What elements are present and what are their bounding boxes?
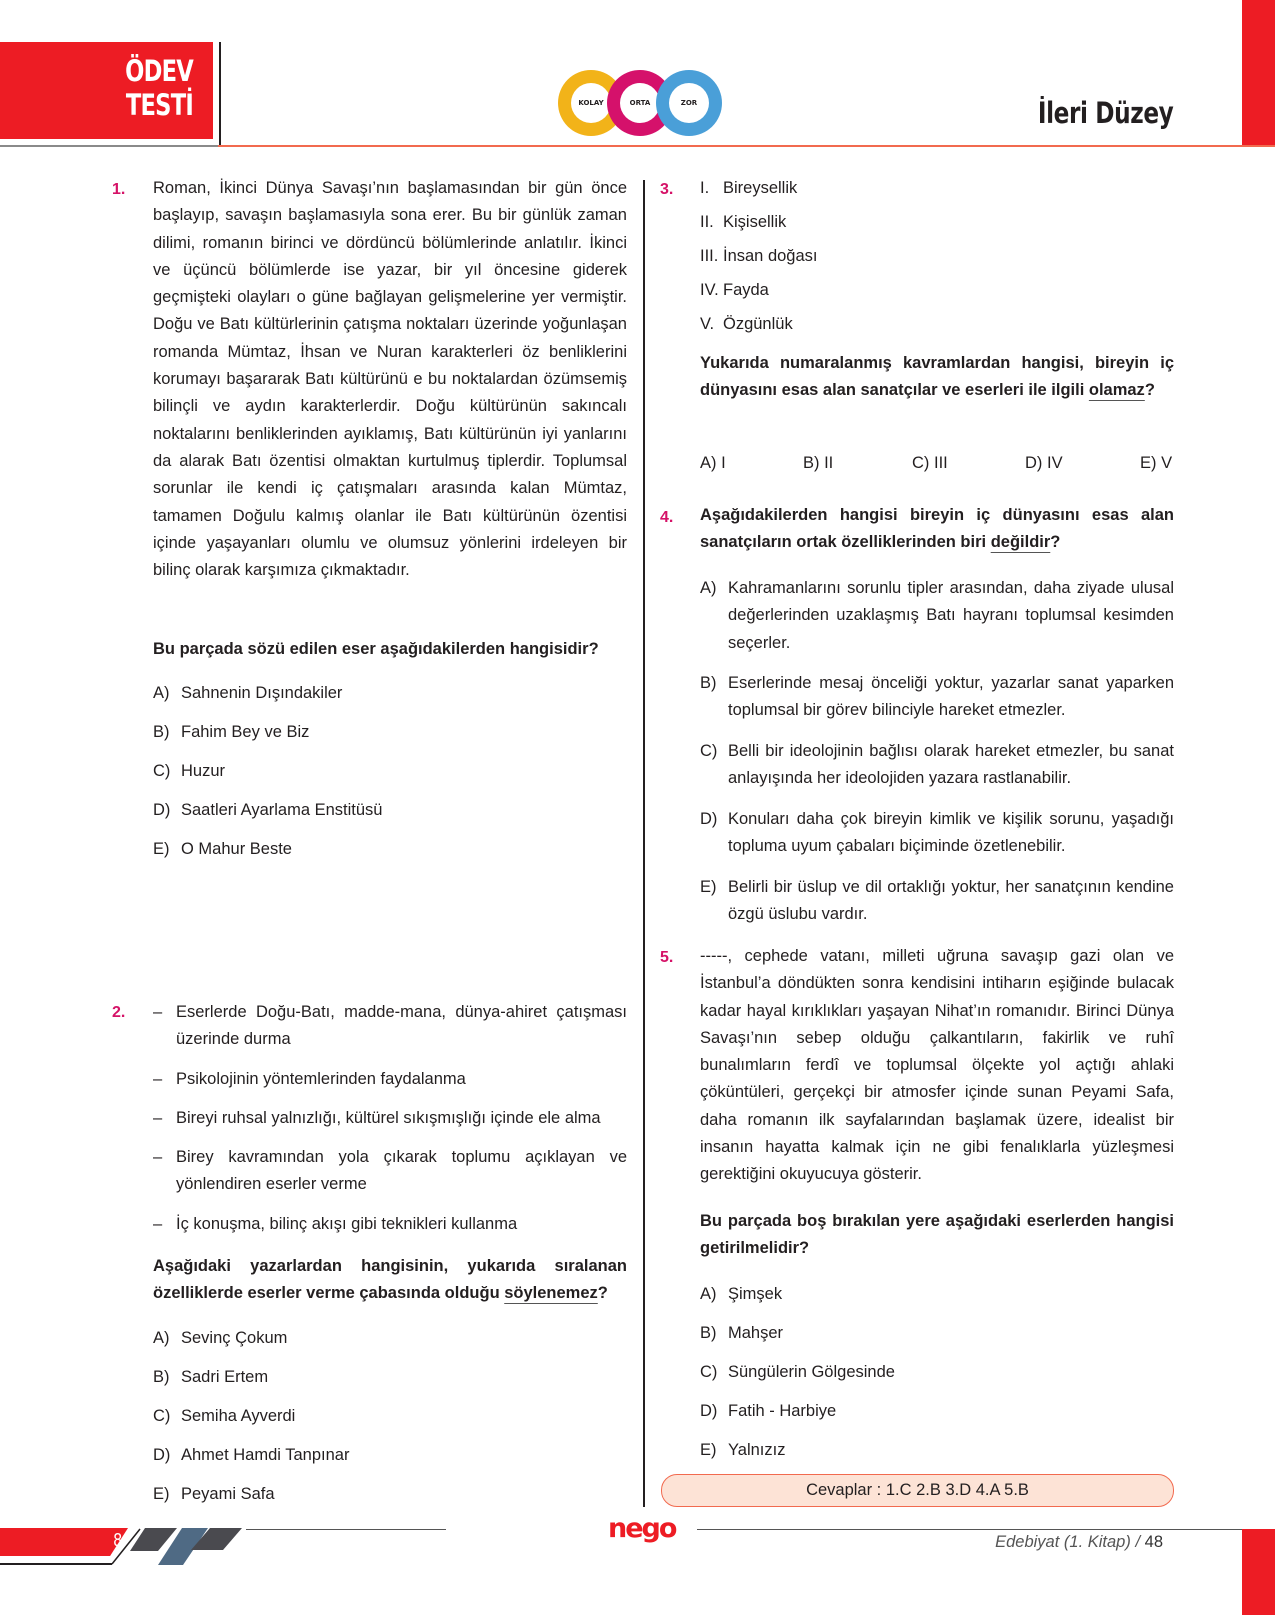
- option-text: II: [824, 454, 834, 472]
- option-text: Sahnenin Dışındakiler: [181, 684, 343, 702]
- level-title: İleri Düzey: [1037, 96, 1173, 130]
- option-text: Süngülerin Gölgesinde: [728, 1363, 895, 1381]
- answer-option-d[interactable]: [153, 1442, 349, 1469]
- option-letter: D): [153, 801, 171, 819]
- stem-end: ?: [1050, 533, 1061, 552]
- footer-rule-left: [246, 1529, 446, 1530]
- option-letter: A): [153, 1329, 170, 1347]
- book-title: Edebiyat (1. Kitap): [995, 1533, 1131, 1551]
- badge-title: [125, 54, 193, 122]
- header-divider: [218, 145, 1275, 147]
- book-info: [995, 1533, 1163, 1552]
- answer-option-a[interactable]: [153, 680, 342, 707]
- dash-marker: –: [153, 1003, 163, 1021]
- answer-option-e[interactable]: [700, 874, 1174, 929]
- difficulty-rings-logo: [558, 70, 723, 140]
- answer-option-c[interactable]: [153, 1403, 295, 1430]
- stem-text: Aşağıdaki yazarlardan hangisinin, yukarıda sıralanan özelliklerde eserler verme çabasında olduğu: [153, 1257, 627, 1303]
- option-text: Şimşek: [728, 1285, 783, 1303]
- item-text: Özgünlük: [723, 315, 793, 333]
- option-letter: C): [912, 454, 930, 472]
- roman-numeral: I.: [700, 179, 710, 197]
- option-letter: C): [153, 762, 171, 780]
- answer-option-c[interactable]: [700, 1359, 895, 1386]
- option-letter: B): [700, 1324, 717, 1342]
- option-text: Saatleri Ayarlama Enstitüsü: [181, 801, 383, 819]
- question-number: 4.: [660, 509, 674, 526]
- question-stem: Bu parçada boş bırakılan yere aşağıdaki eserlerden hangisi getirilmelidir?: [700, 1212, 1174, 1258]
- footer-side-bar: [1242, 1529, 1275, 1615]
- option-text: Eserlerinde mesaj önceliği yoktur, yazarlar sanat yaparken toplumsal bir görev bilinciyle hareket etmezler.: [728, 674, 1174, 720]
- book-page-number: 48: [1144, 1533, 1163, 1551]
- answer-option-b[interactable]: [153, 1364, 268, 1391]
- answer-option-a[interactable]: [153, 1325, 287, 1352]
- numbered-item: [700, 311, 793, 338]
- feature-item: [153, 1144, 627, 1199]
- option-letter: C): [700, 742, 718, 760]
- option-letter: A): [700, 579, 717, 597]
- difficulty-label-orta: ORTA: [620, 83, 660, 123]
- question-number: 2.: [112, 1004, 126, 1021]
- answer-option-e[interactable]: [153, 1481, 275, 1508]
- option-letter: C): [700, 1363, 718, 1381]
- numbered-item: [700, 209, 786, 236]
- stem-emphasis: söylenemez: [504, 1284, 598, 1303]
- stem-end: ?: [597, 1284, 608, 1303]
- difficulty-ring-zor: [656, 70, 722, 136]
- option-letter: C): [153, 1407, 171, 1425]
- question-passage: Roman, İkinci Dünya Savaşı’nın başlamasından bir gün önce başlayıp, savaşın başlamasıyla sona erer. Bu bir günlük zaman dilimi, romanın birinci ve dördüncü bölümlerinde anlatılır. İkinci ve üçüncü bölümlerde ise yazar, bir yıl öncesine giderek geçmişteki olayları o güne bağlayan gelişmelerine yer vermiştir. Doğu ve Batı kültürlerinin çatışma noktaları üzerinde yoğunlaşan romanda Mümtaz, İhsan ve Nuran karakterleri öz benliklerini korumayı başararak Batı kültürünü e bu noktalardan özümsemiş bilinçli ve aydın karakterlerdir. Doğu kültürünün sakıncalı noktalarını benliklerinden ayıklamış, Batı kültürünün iyi yanlarını da alarak Batı özentisi olmaktan kurtulmuş tiplerdir. Toplumsal sorunlar ile kendi iç çatışmaları arasında kalan Mümtaz, tamamen Doğulu kalmış olanlar ile Batı kültürünün özentisi içinde yaşayanları olumlu ve olumsuz yönlerini irdeleyen bir bilinç olarak karşımıza çıkmaktadır.: [153, 179, 627, 580]
- option-text: Peyami Safa: [181, 1485, 275, 1503]
- feature-item: [153, 999, 627, 1054]
- question-stem: Bu parçada sözü edilen eser aşağıdakilerden hangisidir?: [153, 640, 599, 658]
- feature-text: Psikolojinin yöntemlerinden faydalanma: [176, 1070, 466, 1088]
- answer-option-c[interactable]: [700, 738, 1174, 793]
- dash-marker: –: [153, 1109, 163, 1127]
- answer-option-d[interactable]: [700, 1398, 836, 1425]
- roman-numeral: II.: [700, 213, 714, 231]
- roman-numeral: III.: [700, 247, 719, 265]
- option-text: I: [721, 454, 726, 472]
- question-passage: -----, cephede vatanı, milleti uğruna savaşıp gazi olan ve İstanbul’a döndükten sonra kendisini intiharın eşiğinde bulacak kadar hayal kırıklıkları yaşayan Nihat’ın romanıdır. Birinci Dünya Savaşı’nın sebep olduğu çalkantıların, fakirlik ve ruhî bunalımların ferdî ve toplumsal ölçekte yol açtığı ahlaki çöküntüleri, gerçekçi bir atmosfer içinde sunan Peyami Safa, daha romanın ilk sayfalarından başlamak üzere, idealist bir insanın hayatta kalmak için ne gibi fenalıklarla yüzleşmesi gerektiğini okuyucuya gösterir.: [700, 947, 1174, 1184]
- footer-rule-right: [697, 1529, 1242, 1530]
- feature-item: [153, 1105, 633, 1132]
- numbered-item: [700, 277, 769, 304]
- dash-marker: –: [153, 1148, 163, 1166]
- item-text: Kişisellik: [723, 213, 787, 231]
- option-text: Yalnızız: [728, 1441, 786, 1459]
- answer-option-d[interactable]: [153, 797, 382, 824]
- answer-option-d[interactable]: [700, 806, 1174, 861]
- option-text: Fahim Bey ve Biz: [181, 723, 310, 741]
- answer-option-e[interactable]: [700, 1437, 785, 1464]
- option-letter: B): [700, 674, 717, 692]
- option-letter: D): [1025, 454, 1043, 472]
- option-text: Mahşer: [728, 1324, 784, 1342]
- answer-option-e[interactable]: [1140, 450, 1172, 477]
- numbered-item: [700, 243, 818, 270]
- option-text: Huzur: [181, 762, 226, 780]
- option-text: Semiha Ayverdi: [181, 1407, 296, 1425]
- stem-end: ?: [1144, 381, 1155, 400]
- question-stem: [153, 1253, 627, 1308]
- header-side-bar: [1242, 0, 1275, 147]
- answer-option-c[interactable]: [153, 758, 225, 785]
- question-stem: [700, 502, 1174, 557]
- option-letter: D): [700, 1402, 718, 1420]
- option-letter: D): [153, 1446, 171, 1464]
- option-text: Konuları daha çok bireyin kimlik ve kişilik sorunu, yaşadığı topluma uyum çabaları biçiminde özetlenebilir.: [728, 810, 1174, 856]
- footer-underline: [0, 1563, 112, 1565]
- answer-key: Cevaplar : 1.C 2.B 3.D 4.A 5.B: [661, 1474, 1174, 1507]
- option-letter: E): [1140, 454, 1157, 472]
- question-number: 1.: [112, 181, 126, 198]
- option-text: Sadri Ertem: [181, 1368, 269, 1386]
- difficulty-label-kolay: KOLAY: [571, 83, 611, 123]
- option-text: IV: [1047, 454, 1063, 472]
- answer-option-d[interactable]: [1025, 450, 1063, 477]
- homework-test-badge: [0, 42, 213, 139]
- item-text: Fayda: [723, 281, 769, 299]
- option-text: O Mahur Beste: [181, 840, 292, 858]
- item-text: İnsan doğası: [723, 247, 818, 265]
- answer-option-c[interactable]: [912, 450, 948, 477]
- badge-line-1: ÖDEV: [125, 54, 193, 88]
- answer-option-e[interactable]: [153, 836, 292, 863]
- stem-text: Yukarıda numaralanmış kavramlardan hangisi, bireyin iç dünyasını esas alan sanatçılar ve eserleri ile ilgili: [700, 354, 1174, 400]
- roman-numeral: IV.: [700, 281, 719, 299]
- difficulty-label-zor: ZOR: [669, 83, 709, 123]
- answer-option-a[interactable]: [700, 575, 1174, 657]
- question-number: 5.: [660, 949, 674, 966]
- badge-line-2: TESTİ: [125, 88, 193, 122]
- roman-numeral: V.: [700, 315, 715, 333]
- option-text: Ahmet Hamdi Tanpınar: [181, 1446, 350, 1464]
- feature-item: [153, 1066, 627, 1093]
- option-text: Belli bir ideolojinin bağlısı olarak hareket etmezler, bu sanat anlayışında her ideolojiden yazara rastlanabilir.: [728, 742, 1174, 788]
- option-letter: B): [153, 1368, 170, 1386]
- option-letter: B): [153, 723, 170, 741]
- feature-text: Eserlerde Doğu-Batı, madde-mana, dünya-ahiret çatışması üzerinde durma: [176, 1003, 627, 1049]
- dash-marker: –: [153, 1215, 163, 1233]
- numbered-item: [700, 175, 797, 202]
- answer-option-a[interactable]: [700, 450, 726, 477]
- option-letter: A): [700, 454, 717, 472]
- feature-text: Bireyi ruhsal yalnızlığı, kültürel sıkışmışlığı içinde ele alma: [176, 1109, 601, 1127]
- page-number: 8: [113, 1530, 123, 1551]
- answer-option-b[interactable]: [700, 670, 1174, 725]
- option-text: Sevinç Çokum: [181, 1329, 288, 1347]
- question-stem: [700, 350, 1174, 405]
- answer-option-a[interactable]: [700, 1281, 782, 1308]
- answer-option-b[interactable]: [803, 450, 833, 477]
- feature-text: İç konuşma, bilinç akışı gibi teknikleri kullanma: [176, 1215, 518, 1233]
- separator: /: [1135, 1533, 1141, 1551]
- option-letter: A): [153, 684, 170, 702]
- item-text: Bireysellik: [723, 179, 798, 197]
- footer-stripes-decoration: [130, 1528, 242, 1566]
- option-letter: D): [700, 810, 718, 828]
- option-letter: E): [700, 878, 717, 896]
- option-letter: B): [803, 454, 820, 472]
- option-letter: A): [700, 1285, 717, 1303]
- column-divider: [643, 180, 645, 1507]
- option-letter: E): [153, 1485, 170, 1503]
- publisher-logo: [450, 1513, 690, 1553]
- feature-item: [153, 1211, 627, 1238]
- option-text: V: [1161, 454, 1173, 472]
- option-text: Belirli bir üslup ve dil ortaklığı yoktur, her sanatçının kendine özgü üslubu vardır.: [728, 878, 1174, 924]
- option-text: Fatih - Harbiye: [728, 1402, 837, 1420]
- option-letter: E): [700, 1441, 717, 1459]
- answer-option-b[interactable]: [153, 719, 309, 746]
- option-text: III: [934, 454, 948, 472]
- stem-text: Aşağıdakilerden hangisi bireyin iç dünyasını esas alan sanatçıların ortak özelliklerinden biri: [700, 506, 1174, 552]
- stem-emphasis: olamaz: [1088, 381, 1145, 400]
- answer-option-b[interactable]: [700, 1320, 783, 1347]
- stem-emphasis: değildir: [990, 533, 1051, 552]
- publisher-logo-text: nego: [608, 1513, 676, 1544]
- option-letter: E): [153, 840, 170, 858]
- question-number: 3.: [660, 181, 674, 198]
- feature-text: Birey kavramından yola çıkarak toplumu açıklayan ve yönlendiren eserler verme: [176, 1148, 627, 1194]
- dash-marker: –: [153, 1070, 163, 1088]
- option-text: Kahramanlarını sorunlu tipler arasından, daha ziyade ulusal değerlerinden uzaklaşmış Batı hayranı toplumsal kesimden seçerler.: [728, 579, 1174, 652]
